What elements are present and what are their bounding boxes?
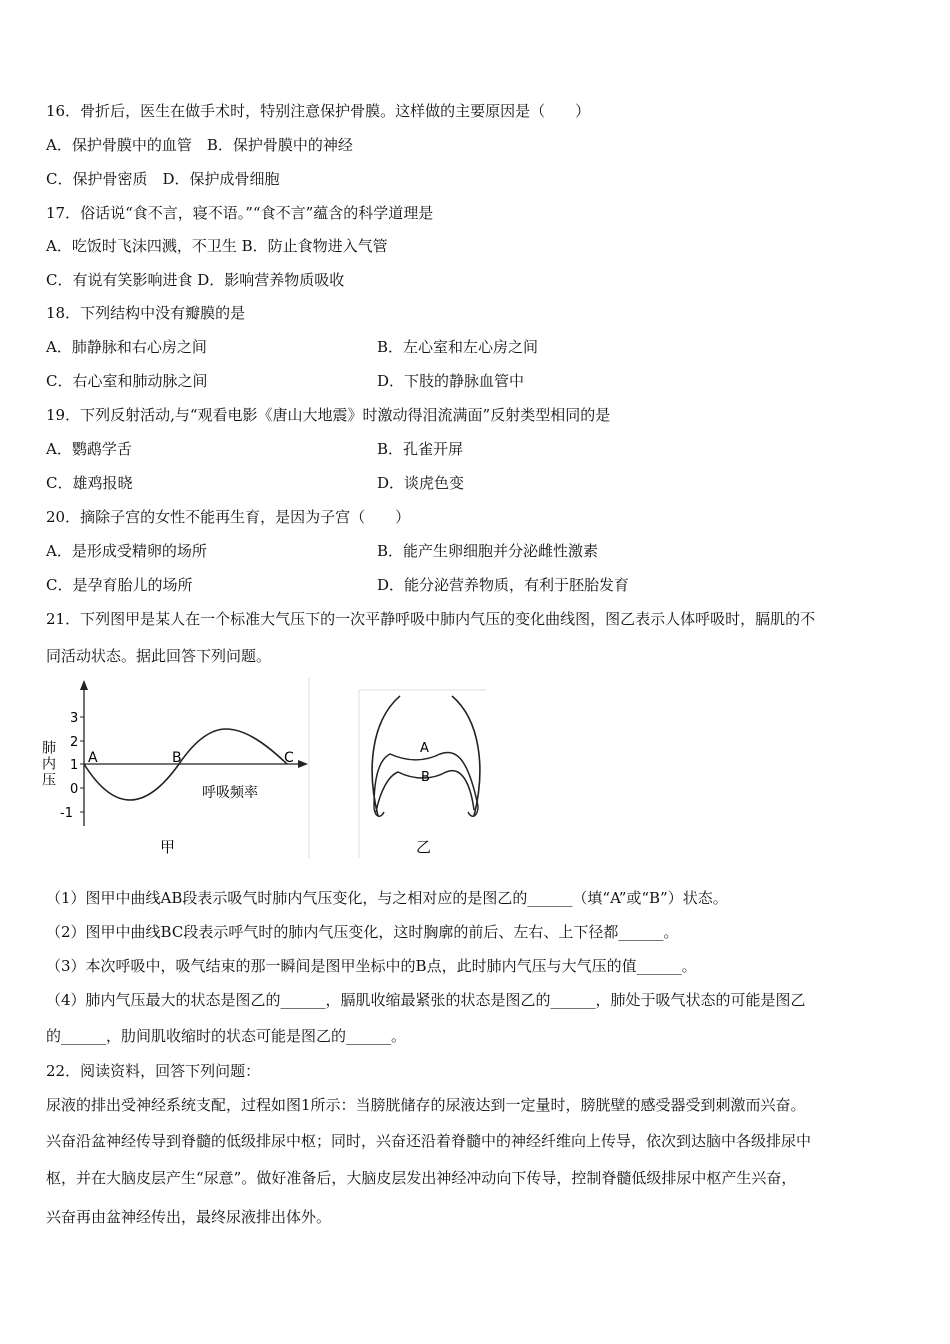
q20-option-a: A．是形成受精卵的场所 (46, 542, 207, 560)
q21-sub4-line2: 的______，肋间肌收缩时的状态可能是图乙的______。 (46, 1027, 407, 1045)
q20-stem: 20．摘除子宫的女性不能再生育，是因为子宫（ ） (46, 508, 411, 526)
x-axis-label: 呼吸频率 (202, 785, 258, 801)
q19-option-c: C．雄鸡报晓 (46, 474, 133, 492)
q22-material-line1: 尿液的排出受神经系统支配，过程如图1所示：当膀胱储存的尿液达到一定量时，膀胱壁的感受器受到刺激而兴奋。 (46, 1096, 806, 1114)
y-axis-arrow (80, 680, 88, 690)
figure-yi-diaphragm (358, 688, 490, 860)
q21-sub2: （2）图甲中曲线BC段表示呼气时的肺内气压变化，这时胸廓的前后、左右、上下径都______。 (46, 923, 679, 941)
figure-yi-caption: 乙 (416, 838, 432, 856)
q18-option-c: C．右心室和肺动脉之间 (46, 372, 208, 390)
ytick-0: 0 (70, 782, 79, 797)
q22-material-line4: 兴奋再由盆神经传出，最终尿液排出体外。 (46, 1208, 332, 1226)
point-c-label: C (284, 750, 294, 766)
q21-stem-line2: 同活动状态。据此回答下列问题。 (46, 647, 272, 665)
q19-stem: 19．下列反射活动,与“观看电影《唐山大地震》时激动得泪流满面”反射类型相同的是 (46, 406, 611, 424)
x-axis-arrow (298, 760, 308, 768)
figure-jia-pressure-curve (40, 676, 312, 860)
q19-option-b: B．孔雀开屏 (377, 440, 464, 458)
ytick-3: 3 (70, 711, 79, 726)
q22-material-line2: 兴奋沿盆神经传导到脊髓的低级排尿中枢；同时，兴奋还沿着脊髓中的神经纤维向上传导，依次到达脑中各级排尿中 (46, 1132, 812, 1150)
figure-jia-caption: 甲 (160, 838, 176, 856)
q21-sub4-line1: （4）肺内气压最大的状态是图乙的______，膈肌收缩最紧张的状态是图乙的______，肺处于吸气状态的可能是图乙 (46, 991, 806, 1009)
q17-options-cd: C．有说有笑影响进食 D．影响营养物质吸收 (46, 271, 345, 289)
ytick-1: 1 (70, 758, 79, 773)
q19-option-a: A．鹦鹉学舌 (46, 440, 132, 458)
q20-option-c: C．是孕育胎儿的场所 (46, 576, 193, 594)
diaphragm-label-b: B (421, 770, 430, 785)
q16-stem: 16．骨折后，医生在做手术时，特别注意保护骨膜。这样做的主要原因是（ ） (46, 102, 591, 120)
q20-option-b: B．能产生卵细胞并分泌雌性激素 (377, 542, 599, 560)
q20-option-d: D．能分泌营养物质，有利于胚胎发育 (377, 576, 630, 594)
q18-option-d: D．下肢的静脉血管中 (377, 372, 525, 390)
point-b-label: B (172, 750, 182, 766)
q22-stem: 22．阅读资料，回答下列问题： (46, 1062, 261, 1080)
q19-option-d: D．谈虎色变 (377, 474, 465, 492)
q16-options-cd: C．保护骨密质 D．保护成骨细胞 (46, 170, 280, 188)
ytick-neg1: -1 (60, 806, 73, 821)
point-a-label: A (88, 750, 98, 766)
q21-sub3: （3）本次呼吸中，吸气结束的那一瞬间是图甲坐标中的B点，此时肺内气压与大气压的值______。 (46, 957, 697, 975)
q18-option-a: A．肺静脉和右心房之间 (46, 338, 207, 356)
q16-options-ab: A．保护骨膜中的血管 B．保护骨膜中的神经 (46, 136, 353, 154)
q18-stem: 18．下列结构中没有瓣膜的是 (46, 304, 246, 322)
q18-option-b: B．左心室和左心房之间 (377, 338, 539, 356)
q17-options-ab: A．吃饭时飞沫四溅，不卫生 B．防止食物进入气管 (46, 237, 388, 255)
ytick-2: 2 (70, 735, 79, 750)
q21-sub1: （1）图甲中曲线AB段表示吸气时肺内气压变化，与之相对应的是图乙的______（填“A”或“B”）状态。 (46, 889, 728, 907)
y-axis-label: 肺内压 (40, 740, 56, 788)
q22-material-line3: 枢，并在大脑皮层产生“尿意”。做好准备后，大脑皮层发出神经冲动向下传导，控制脊髓低级排尿中枢产生兴奋， (46, 1169, 797, 1187)
diaphragm-label-a: A (420, 741, 429, 756)
q21-stem-line1: 21．下列图甲是某人在一个标准大气压下的一次平静呼吸中肺内气压的变化曲线图，图乙表示人体呼吸时，膈肌的不 (46, 610, 816, 628)
q17-stem: 17．俗话说“食不言，寝不语。”“食不言”蕴含的科学道理是 (46, 204, 434, 222)
